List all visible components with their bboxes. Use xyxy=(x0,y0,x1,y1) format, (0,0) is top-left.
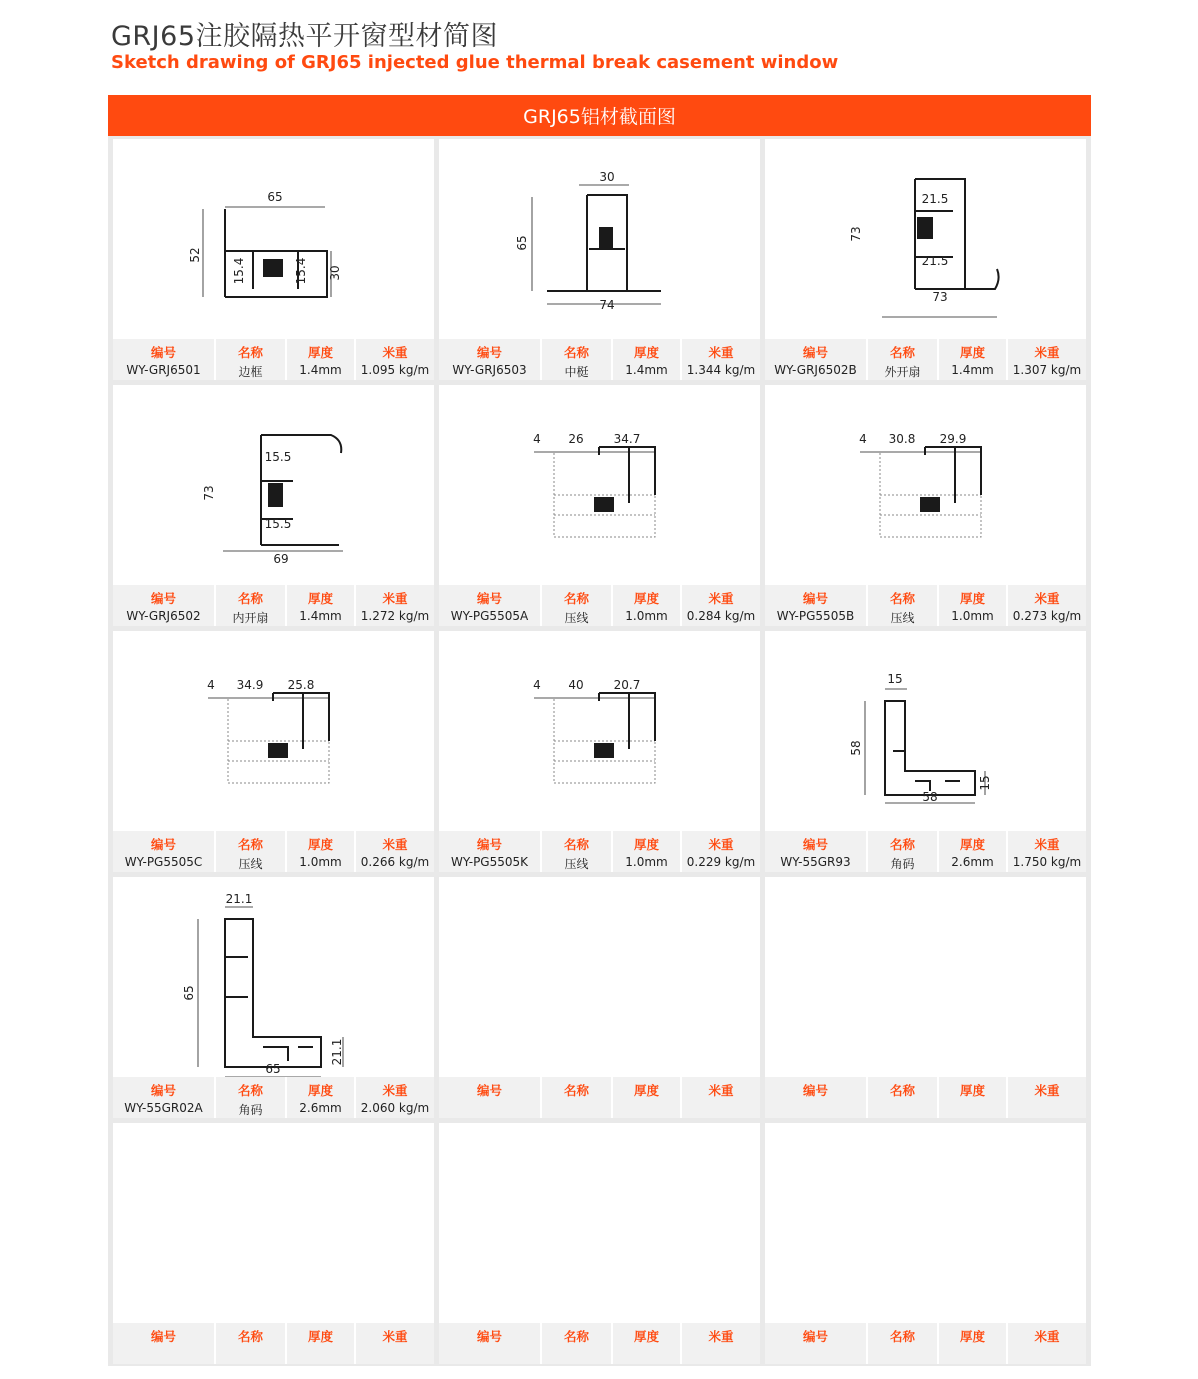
dimension-label: 73 xyxy=(849,226,863,242)
spec-column-weight xyxy=(1008,339,1086,380)
spec-header-name: 名称 xyxy=(237,591,263,606)
dimension-label: 30.8 xyxy=(888,432,916,446)
profile-grid xyxy=(108,136,1091,1366)
spec-value-weight: 2.060 kg/m xyxy=(360,1101,430,1115)
spec-header-name: 名称 xyxy=(889,837,915,852)
dimension-label: 65 xyxy=(267,190,283,204)
spec-header-thickness: 厚度 xyxy=(959,345,985,360)
spec-value-name: 中梃 xyxy=(564,365,589,379)
spec-column-weight xyxy=(356,339,434,380)
spec-header-weight: 米重 xyxy=(382,591,408,606)
spec-header-weight: 米重 xyxy=(708,591,734,606)
spec-column-code xyxy=(765,831,868,872)
spec-column-thickness xyxy=(287,339,356,380)
spec-table xyxy=(765,339,1086,380)
dimension-label: 21.5 xyxy=(921,254,949,268)
dimension-label: 69 xyxy=(273,552,289,566)
section-banner: GRJ65铝材截面图 xyxy=(108,95,1091,136)
spec-column-name xyxy=(542,1323,613,1364)
spec-column-weight xyxy=(682,1077,760,1118)
dimension-label: 15 xyxy=(978,775,992,791)
spec-value-code: WY-GRJ6501 xyxy=(126,363,201,377)
spec-header-weight: 米重 xyxy=(1034,345,1060,360)
spec-value-weight: 0.284 kg/m xyxy=(686,609,756,623)
spec-table xyxy=(113,1323,434,1364)
spec-column-thickness xyxy=(939,1323,1008,1364)
dimension-label: 40 xyxy=(568,678,584,692)
spec-column-thickness xyxy=(613,831,682,872)
spec-column-weight xyxy=(1008,831,1086,872)
spec-value-thickness: 1.0mm xyxy=(625,855,668,869)
spec-header-thickness: 厚度 xyxy=(307,591,333,606)
spec-value-code: WY-GRJ6502B xyxy=(774,363,857,377)
dimension-label: 30 xyxy=(599,170,615,184)
spec-column-code xyxy=(765,1077,868,1118)
dimension-label: 4 xyxy=(207,678,215,692)
profile-card xyxy=(439,877,760,1118)
spec-column-thickness xyxy=(939,831,1008,872)
spec-value-code: WY-GRJ6503 xyxy=(452,363,527,377)
spec-header-code: 编号 xyxy=(476,837,502,852)
spec-value-name: 压线 xyxy=(890,611,915,625)
spec-header-code: 编号 xyxy=(802,1329,828,1344)
spec-value-name: 角码 xyxy=(238,1103,263,1117)
spec-column-code xyxy=(765,585,868,626)
spec-column-name xyxy=(216,1323,287,1364)
spec-header-code: 编号 xyxy=(802,591,828,606)
profile-drawing xyxy=(765,877,1086,1077)
spec-header-thickness: 厚度 xyxy=(633,837,659,852)
spec-table xyxy=(765,831,1086,872)
profile-drawing xyxy=(439,139,760,339)
spec-column-name xyxy=(868,831,939,872)
spec-header-weight: 米重 xyxy=(382,1083,408,1098)
spec-header-name: 名称 xyxy=(563,1083,589,1098)
spec-column-code xyxy=(439,1323,542,1364)
spec-value-thickness: 1.4mm xyxy=(625,363,668,377)
spec-column-name xyxy=(868,1077,939,1118)
spec-value-thickness: 1.4mm xyxy=(299,609,342,623)
profile-drawing xyxy=(765,139,1086,339)
spec-header-weight: 米重 xyxy=(382,837,408,852)
spec-header-thickness: 厚度 xyxy=(307,1083,333,1098)
spec-value-weight: 1.344 kg/m xyxy=(686,363,756,377)
spec-column-name xyxy=(868,585,939,626)
spec-column-weight xyxy=(1008,1323,1086,1364)
spec-column-code xyxy=(113,1077,216,1118)
spec-value-thickness: 1.0mm xyxy=(299,855,342,869)
spec-header-weight: 米重 xyxy=(382,345,408,360)
spec-table xyxy=(439,585,760,626)
spec-column-name xyxy=(216,585,287,626)
dimension-label: 73 xyxy=(932,290,948,304)
spec-value-thickness: 1.4mm xyxy=(951,363,994,377)
profile-card xyxy=(765,877,1086,1118)
dimension-label: 15.5 xyxy=(264,517,292,531)
spec-column-weight xyxy=(1008,1077,1086,1118)
dimension-label: 4 xyxy=(859,432,867,446)
spec-column-weight xyxy=(356,585,434,626)
spec-column-weight xyxy=(356,1323,434,1364)
spec-header-code: 编号 xyxy=(802,345,828,360)
spec-header-code: 编号 xyxy=(150,345,176,360)
spec-value-thickness: 2.6mm xyxy=(951,855,994,869)
spec-table xyxy=(765,1323,1086,1364)
spec-column-name xyxy=(216,831,287,872)
spec-header-weight: 米重 xyxy=(1034,1329,1060,1344)
dimension-label: 4 xyxy=(533,678,541,692)
spec-header-code: 编号 xyxy=(476,1083,502,1098)
profile-card xyxy=(113,631,434,872)
spec-value-name: 角码 xyxy=(890,857,915,871)
spec-value-weight: 0.229 kg/m xyxy=(686,855,756,869)
profile-card xyxy=(765,139,1086,380)
spec-header-weight: 米重 xyxy=(708,837,734,852)
spec-column-name xyxy=(216,339,287,380)
dimension-label: 15.4 xyxy=(294,257,308,285)
spec-header-name: 名称 xyxy=(563,837,589,852)
dimension-label: 15.5 xyxy=(264,450,292,464)
spec-header-code: 编号 xyxy=(802,1083,828,1098)
spec-table xyxy=(113,339,434,380)
profile-drawing xyxy=(113,385,434,585)
spec-value-code: WY-55GR02A xyxy=(124,1101,203,1115)
spec-column-weight xyxy=(356,831,434,872)
spec-value-code: WY-PG5505K xyxy=(450,855,529,869)
spec-header-code: 编号 xyxy=(150,1329,176,1344)
spec-column-thickness xyxy=(287,831,356,872)
spec-header-code: 编号 xyxy=(476,1329,502,1344)
spec-column-code xyxy=(113,1323,216,1364)
spec-column-name xyxy=(542,585,613,626)
spec-value-name: 外开扇 xyxy=(884,365,921,379)
dimension-label: 20.7 xyxy=(613,678,641,692)
spec-header-thickness: 厚度 xyxy=(307,837,333,852)
spec-value-name: 压线 xyxy=(564,857,589,871)
dimension-label: 21.1 xyxy=(330,1038,344,1066)
spec-value-thickness: 1.0mm xyxy=(951,609,994,623)
spec-value-weight: 1.095 kg/m xyxy=(360,363,430,377)
dimension-label: 26 xyxy=(568,432,584,446)
spec-table xyxy=(113,1077,434,1118)
spec-value-code: WY-GRJ6502 xyxy=(126,609,201,623)
spec-header-weight: 米重 xyxy=(708,1083,734,1098)
profile-drawing xyxy=(113,631,434,831)
spec-table xyxy=(113,831,434,872)
profile-drawing xyxy=(765,1123,1086,1323)
dimension-label: 21.1 xyxy=(225,892,253,906)
dimension-label: 58 xyxy=(922,790,938,804)
dimension-label: 65 xyxy=(265,1062,281,1076)
spec-header-code: 编号 xyxy=(150,591,176,606)
spec-column-weight xyxy=(682,585,760,626)
spec-header-weight: 米重 xyxy=(1034,837,1060,852)
spec-column-weight xyxy=(1008,585,1086,626)
spec-column-code xyxy=(765,1323,868,1364)
spec-header-name: 名称 xyxy=(237,1083,263,1098)
dimension-label: 65 xyxy=(515,235,529,251)
spec-column-name xyxy=(868,339,939,380)
spec-column-thickness xyxy=(287,585,356,626)
spec-value-code: WY-PG5505B xyxy=(776,609,855,623)
spec-value-name: 压线 xyxy=(564,611,589,625)
spec-column-weight xyxy=(682,1323,760,1364)
spec-value-code: WY-PG5505A xyxy=(450,609,529,623)
spec-header-weight: 米重 xyxy=(1034,591,1060,606)
spec-column-thickness xyxy=(287,1077,356,1118)
dimension-label: 65 xyxy=(182,985,196,1001)
spec-header-name: 名称 xyxy=(563,591,589,606)
spec-header-name: 名称 xyxy=(237,837,263,852)
spec-column-thickness xyxy=(613,585,682,626)
profile-drawing xyxy=(439,385,760,585)
profile-drawing xyxy=(113,139,434,339)
spec-header-code: 编号 xyxy=(802,837,828,852)
spec-value-weight: 1.750 kg/m xyxy=(1012,855,1082,869)
spec-column-weight xyxy=(682,831,760,872)
spec-column-thickness xyxy=(939,1077,1008,1118)
dimension-label: 4 xyxy=(533,432,541,446)
spec-value-code: WY-55GR93 xyxy=(780,855,851,869)
dimension-label: 34.7 xyxy=(613,432,641,446)
spec-header-name: 名称 xyxy=(889,1083,915,1098)
spec-header-weight: 米重 xyxy=(708,345,734,360)
profile-card xyxy=(113,139,434,380)
spec-table xyxy=(113,585,434,626)
spec-column-name xyxy=(868,1323,939,1364)
page-title: GRJ65注胶隔热平开窗型材简图 xyxy=(111,21,499,52)
dimension-label: 74 xyxy=(599,298,615,312)
page-subtitle: Sketch drawing of GRJ65 injected glue thermal break casement window xyxy=(111,52,839,73)
dimension-label: 21.5 xyxy=(921,192,949,206)
spec-value-thickness: 1.0mm xyxy=(625,609,668,623)
dimension-label: 52 xyxy=(188,247,202,263)
spec-value-weight: 1.307 kg/m xyxy=(1012,363,1082,377)
spec-header-thickness: 厚度 xyxy=(633,1329,659,1344)
spec-header-name: 名称 xyxy=(563,1329,589,1344)
profile-drawing xyxy=(765,385,1086,585)
spec-header-name: 名称 xyxy=(889,345,915,360)
spec-table xyxy=(765,585,1086,626)
spec-header-thickness: 厚度 xyxy=(959,591,985,606)
spec-header-weight: 米重 xyxy=(708,1329,734,1344)
profile-drawing xyxy=(439,877,760,1077)
spec-value-code: WY-PG5505C xyxy=(124,855,203,869)
spec-value-name: 内开扇 xyxy=(232,611,269,625)
spec-table xyxy=(439,1323,760,1364)
spec-value-thickness: 1.4mm xyxy=(299,363,342,377)
spec-header-code: 编号 xyxy=(150,1083,176,1098)
profile-card xyxy=(439,385,760,626)
dimension-label: 58 xyxy=(849,740,863,756)
spec-column-thickness xyxy=(287,1323,356,1364)
profile-drawing xyxy=(113,877,434,1077)
spec-header-thickness: 厚度 xyxy=(307,1329,333,1344)
profile-card xyxy=(113,877,434,1118)
spec-value-weight: 0.273 kg/m xyxy=(1012,609,1082,623)
spec-column-thickness xyxy=(613,1077,682,1118)
spec-header-thickness: 厚度 xyxy=(633,591,659,606)
spec-header-name: 名称 xyxy=(889,591,915,606)
spec-column-code xyxy=(113,831,216,872)
spec-table xyxy=(439,831,760,872)
spec-table xyxy=(765,1077,1086,1118)
profile-drawing xyxy=(439,631,760,831)
spec-table xyxy=(439,1077,760,1118)
spec-header-weight: 米重 xyxy=(382,1329,408,1344)
spec-header-name: 名称 xyxy=(889,1329,915,1344)
spec-header-thickness: 厚度 xyxy=(307,345,333,360)
profile-drawing xyxy=(439,1123,760,1323)
profile-card xyxy=(439,1123,760,1364)
spec-header-thickness: 厚度 xyxy=(959,837,985,852)
spec-header-name: 名称 xyxy=(563,345,589,360)
spec-header-code: 编号 xyxy=(476,591,502,606)
spec-table xyxy=(439,339,760,380)
dimension-label: 73 xyxy=(202,485,216,501)
profile-drawing xyxy=(113,1123,434,1323)
spec-column-code xyxy=(439,339,542,380)
spec-header-code: 编号 xyxy=(476,345,502,360)
dimension-label: 30 xyxy=(328,265,342,281)
spec-column-code xyxy=(439,585,542,626)
spec-header-thickness: 厚度 xyxy=(633,1083,659,1098)
spec-header-thickness: 厚度 xyxy=(633,345,659,360)
spec-header-thickness: 厚度 xyxy=(959,1329,985,1344)
profile-card xyxy=(765,385,1086,626)
spec-header-weight: 米重 xyxy=(1034,1083,1060,1098)
profile-drawing xyxy=(765,631,1086,831)
spec-header-name: 名称 xyxy=(237,1329,263,1344)
spec-header-name: 名称 xyxy=(237,345,263,360)
profile-card xyxy=(765,1123,1086,1364)
spec-column-code xyxy=(439,1077,542,1118)
spec-value-weight: 1.272 kg/m xyxy=(360,609,430,623)
dimension-label: 34.9 xyxy=(236,678,264,692)
spec-column-code xyxy=(439,831,542,872)
profile-card xyxy=(765,631,1086,872)
spec-column-name xyxy=(542,1077,613,1118)
spec-header-thickness: 厚度 xyxy=(959,1083,985,1098)
profile-card xyxy=(113,1123,434,1364)
spec-column-thickness xyxy=(939,339,1008,380)
spec-column-thickness xyxy=(613,339,682,380)
spec-column-name xyxy=(216,1077,287,1118)
spec-column-thickness xyxy=(939,585,1008,626)
spec-column-name xyxy=(542,831,613,872)
spec-column-code xyxy=(113,585,216,626)
profile-card xyxy=(439,139,760,380)
spec-value-weight: 0.266 kg/m xyxy=(360,855,430,869)
spec-column-thickness xyxy=(613,1323,682,1364)
dimension-label: 15.4 xyxy=(232,257,246,285)
spec-column-weight xyxy=(682,339,760,380)
profile-card xyxy=(439,631,760,872)
spec-column-code xyxy=(765,339,868,380)
dimension-label: 29.9 xyxy=(939,432,967,446)
dimension-label: 25.8 xyxy=(287,678,315,692)
spec-header-code: 编号 xyxy=(150,837,176,852)
dimension-label: 15 xyxy=(887,672,903,686)
spec-column-code xyxy=(113,339,216,380)
spec-column-weight xyxy=(356,1077,434,1118)
spec-value-name: 压线 xyxy=(238,857,263,871)
spec-value-thickness: 2.6mm xyxy=(299,1101,342,1115)
profile-card xyxy=(113,385,434,626)
spec-column-name xyxy=(542,339,613,380)
spec-value-name: 边框 xyxy=(238,365,263,379)
